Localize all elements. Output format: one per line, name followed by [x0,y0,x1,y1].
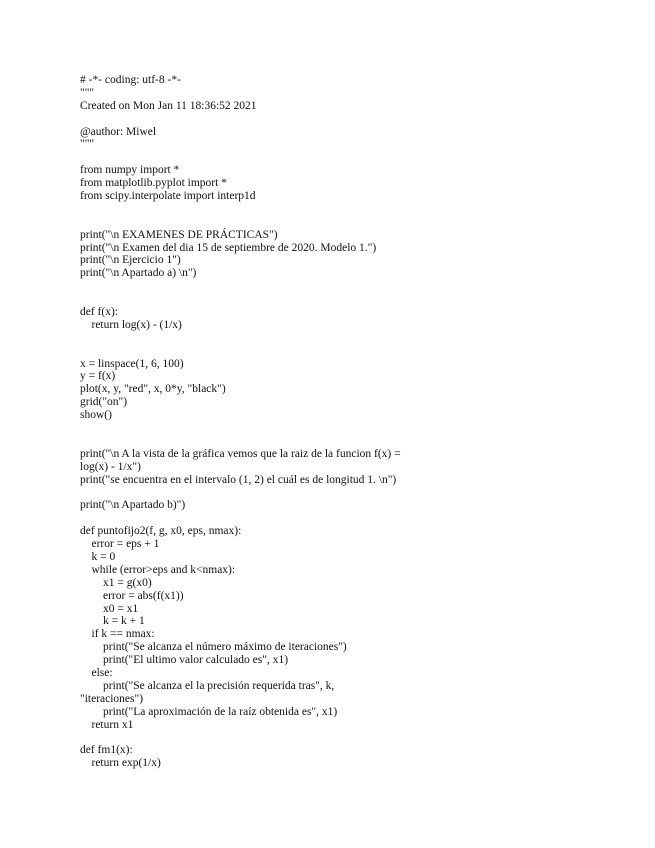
code-line: print("se encuentra en el intervalo (1, 2) el cuál es de longitud 1. \n") [80,473,397,486]
code-line: def f(x): [80,306,118,319]
blank-line [80,216,640,229]
code-line: if k == nmax: [80,628,155,641]
code-line: y = f(x) [80,370,116,383]
code-line: """ [80,138,95,151]
code-line: def puntofijo2(f, g, x0, eps, nmax): [80,525,242,538]
code-line: print("\n Ejercicio 1") [80,254,181,267]
blank-line [80,203,640,216]
code-line: @author: Miwel [80,125,157,138]
code-line: return exp(1/x) [80,757,161,770]
code-line: print("\n EXAMENES DE PRÁCTICAS") [80,228,278,241]
code-line: show() [80,409,112,422]
blank-line [80,293,640,306]
blank-line [80,332,640,345]
code-line: error = eps + 1 [80,538,160,551]
code-line: k = k + 1 [80,615,145,628]
code-line: x1 = g(x0) [80,576,152,589]
code-line: return x1 [80,718,134,731]
code-line: from matplotlib.pyplot import * [80,177,227,190]
blank-line [80,731,640,744]
blank-line [80,422,640,435]
blank-line [80,512,640,525]
blank-line [80,151,640,164]
code-line: k = 0 [80,550,116,563]
code-line: print("\n Examen del dia 15 de septiembre de 2020. Modelo 1.") [80,241,377,254]
code-line: print("El ultimo valor calculado es", x1) [80,654,289,667]
code-line: print("Se alcanza el número máximo de iteraciones") [80,641,347,654]
code-line: grid("on") [80,396,128,409]
code-listing [80,74,640,770]
code-line: def fm1(x): [80,744,133,757]
blank-line [80,280,640,293]
code-line: error = abs(f(x1)) [80,589,184,602]
code-line: plot(x, y, "red", x, 0*y, "black") [80,383,226,396]
blank-line [80,435,640,448]
code-line: "iteraciones") [80,692,144,705]
code-line: # -*- coding: utf-8 -*- [80,74,181,86]
code-line: print("\n Apartado a) \n") [80,267,197,280]
code-line: """ [80,86,95,99]
code-line: x0 = x1 [80,602,139,615]
code-line: log(x) - 1/x") [80,460,141,473]
blank-line [80,345,640,358]
code-line: print("La aproximación de la raíz obtenida es", x1) [80,705,338,718]
code-line: else: [80,666,113,679]
code-line: Created on Mon Jan 11 18:36:52 2021 [80,99,257,112]
code-line: print("\n A la vista de la gráfica vemos que la raiz de la funcion f(x) = [80,447,401,460]
code-line: print("\n Apartado b)") [80,499,186,512]
blank-line [80,487,640,500]
code-line: x = linspace(1, 6, 100) [80,357,184,370]
code-line: from scipy.interpolate import interp1d [80,190,256,203]
blank-line [80,113,640,126]
code-line: print("Se alcanza el la precisión requerida tras", k, [80,679,335,692]
code-line: from numpy import * [80,164,180,177]
code-line: return log(x) - (1/x) [80,318,182,331]
code-line: while (error>eps and k<nmax): [80,563,236,576]
